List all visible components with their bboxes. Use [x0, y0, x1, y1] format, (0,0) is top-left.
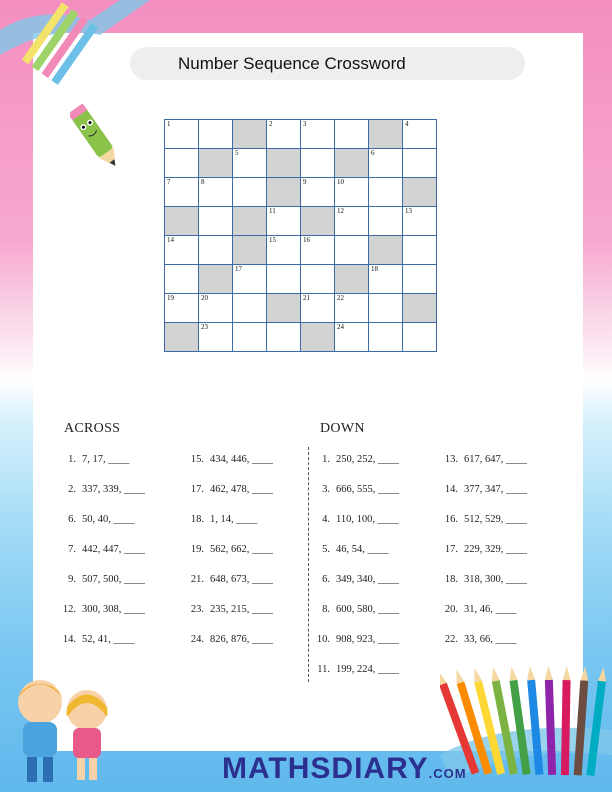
cell-number: 11	[269, 207, 276, 215]
clue-item	[186, 484, 273, 495]
clue-item	[58, 454, 129, 465]
clue-item	[186, 454, 273, 465]
grid-cell[interactable]	[301, 236, 335, 265]
grid-cell-shaded	[199, 265, 233, 294]
grid-cell[interactable]	[369, 265, 403, 294]
grid-cell[interactable]	[369, 323, 403, 352]
clue-number: 22.	[444, 634, 458, 645]
clue-item	[312, 664, 399, 675]
cell-number: 6	[371, 149, 375, 157]
clue-item	[440, 484, 527, 495]
clue-text: 318, 300, ____	[464, 574, 527, 585]
clue-number: 18.	[444, 574, 458, 585]
grid-cell[interactable]	[267, 120, 301, 149]
clue-number: 1.	[322, 454, 330, 465]
cell-number: 21	[303, 294, 310, 302]
clue-item	[440, 454, 527, 465]
clue-text: 617, 647, ____	[464, 454, 527, 465]
brand-name: MATHSDIARY	[222, 752, 429, 785]
kids-illustration	[5, 672, 130, 787]
across-heading: ACROSS	[64, 421, 121, 436]
grid-cell[interactable]	[233, 265, 267, 294]
cell-number: 1	[167, 120, 171, 128]
grid-cell[interactable]	[301, 178, 335, 207]
grid-cell[interactable]	[403, 265, 437, 294]
column-divider	[308, 447, 309, 682]
grid-cell[interactable]	[267, 236, 301, 265]
grid-cell-shaded	[335, 265, 369, 294]
grid-cell[interactable]	[369, 178, 403, 207]
grid-cell-shaded	[403, 294, 437, 323]
clue-number: 1.	[68, 454, 76, 465]
grid-cell-shaded	[233, 207, 267, 236]
brand-domain: .COM	[428, 766, 467, 781]
clue-item	[58, 484, 145, 495]
clue-item	[312, 514, 399, 525]
clue-item	[312, 454, 399, 465]
clue-item	[58, 574, 145, 585]
title-bar	[130, 47, 525, 80]
grid-cell[interactable]	[335, 294, 369, 323]
clue-text: 826, 876, ____	[210, 634, 273, 645]
grid-cell[interactable]	[301, 120, 335, 149]
clue-item	[186, 634, 273, 645]
cell-number: 14	[167, 236, 174, 244]
grid-cell[interactable]	[335, 207, 369, 236]
crayons-top-left-icon	[0, 0, 150, 95]
grid-cell-shaded	[165, 323, 199, 352]
footer-brand	[222, 752, 467, 786]
grid-cell[interactable]	[199, 207, 233, 236]
clue-text: 337, 339, ____	[82, 484, 145, 495]
clue-number: 24.	[190, 634, 204, 645]
grid-row	[165, 236, 437, 265]
pencil-mascot-icon	[70, 100, 125, 175]
clue-number: 6.	[68, 514, 76, 525]
clue-item	[312, 574, 399, 585]
clue-number: 13.	[444, 454, 458, 465]
grid-cell[interactable]	[403, 149, 437, 178]
grid-cell-shaded	[165, 207, 199, 236]
grid-cell[interactable]	[199, 120, 233, 149]
grid-cell[interactable]	[233, 178, 267, 207]
clue-text: 52, 41, ____	[82, 634, 135, 645]
clue-number: 10.	[316, 634, 330, 645]
grid-cell[interactable]	[301, 265, 335, 294]
grid-row	[165, 178, 437, 207]
clue-text: 50, 40, ____	[82, 514, 135, 525]
cell-number: 19	[167, 294, 174, 302]
clue-text: 46, 54, ____	[336, 544, 389, 555]
clue-text: 33, 66, ____	[464, 634, 517, 645]
clue-number: 12.	[62, 604, 76, 615]
clue-item	[440, 574, 527, 585]
clue-item	[312, 604, 399, 615]
grid-cell[interactable]	[369, 207, 403, 236]
grid-cell-shaded	[267, 149, 301, 178]
clue-text: 507, 500, ____	[82, 574, 145, 585]
grid-cell[interactable]	[199, 236, 233, 265]
clue-number: 14.	[62, 634, 76, 645]
clue-item	[312, 484, 399, 495]
cell-number: 16	[303, 236, 310, 244]
clue-item	[440, 634, 517, 645]
cell-number: 9	[303, 178, 307, 186]
clue-number: 7.	[68, 544, 76, 555]
cell-number: 13	[405, 207, 412, 215]
cell-number: 5	[235, 149, 239, 157]
down-heading: DOWN	[320, 421, 365, 436]
grid-cell[interactable]	[199, 323, 233, 352]
clue-text: 666, 555, ____	[336, 484, 399, 495]
clue-number: 23.	[190, 604, 204, 615]
clue-number: 8.	[322, 604, 330, 615]
clue-text: 235, 215, ____	[210, 604, 273, 615]
clue-number: 11.	[317, 664, 330, 675]
grid-cell-shaded	[267, 294, 301, 323]
cell-number: 12	[337, 207, 344, 215]
clue-text: 377, 347, ____	[464, 484, 527, 495]
grid-cell[interactable]	[233, 294, 267, 323]
grid-cell[interactable]	[335, 178, 369, 207]
cell-number: 2	[269, 120, 273, 128]
clue-text: 199, 224, ____	[336, 664, 399, 675]
grid-cell-shaded	[369, 120, 403, 149]
grid-cell-shaded	[233, 236, 267, 265]
grid-cell[interactable]	[199, 178, 233, 207]
clue-item	[186, 514, 257, 525]
clue-text: 462, 478, ____	[210, 484, 273, 495]
cell-number: 24	[337, 323, 344, 331]
clue-item	[186, 544, 273, 555]
grid-cell-shaded	[267, 178, 301, 207]
cell-number: 4	[405, 120, 409, 128]
grid-cell[interactable]	[301, 149, 335, 178]
cell-number: 22	[337, 294, 344, 302]
clue-number: 9.	[68, 574, 76, 585]
clue-number: 2.	[68, 484, 76, 495]
grid-cell[interactable]	[267, 323, 301, 352]
clue-text: 349, 340, ____	[336, 574, 399, 585]
grid-cell[interactable]	[165, 120, 199, 149]
clue-number: 19.	[190, 544, 204, 555]
clue-text: 434, 446, ____	[210, 454, 273, 465]
clue-text: 1, 14, ____	[210, 514, 258, 525]
grid-cell[interactable]	[165, 178, 199, 207]
grid-cell[interactable]	[301, 294, 335, 323]
grid-cell[interactable]	[403, 323, 437, 352]
clue-text: 110, 100, ____	[336, 514, 399, 525]
grid-cell[interactable]	[165, 265, 199, 294]
grid-cell-shaded	[233, 120, 267, 149]
clue-text: 648, 673, ____	[210, 574, 273, 585]
clue-text: 600, 580, ____	[336, 604, 399, 615]
grid-cell[interactable]	[165, 294, 199, 323]
grid-row	[165, 323, 437, 352]
grid-cell[interactable]	[335, 323, 369, 352]
clue-text: 7, 17, ____	[82, 454, 130, 465]
clue-text: 442, 447, ____	[82, 544, 145, 555]
clue-number: 16.	[444, 514, 458, 525]
grid-cell[interactable]	[335, 120, 369, 149]
cell-number: 15	[269, 236, 276, 244]
grid-cell[interactable]	[335, 236, 369, 265]
grid-cell[interactable]	[199, 294, 233, 323]
grid-cell[interactable]	[267, 207, 301, 236]
clue-number: 21.	[190, 574, 204, 585]
grid-cell-shaded	[301, 207, 335, 236]
grid-cell[interactable]	[369, 294, 403, 323]
cell-number: 7	[167, 178, 171, 186]
grid-cell[interactable]	[403, 120, 437, 149]
grid-row	[165, 207, 437, 236]
clue-number: 5.	[322, 544, 330, 555]
cell-number: 8	[201, 178, 205, 186]
page-title: Number Sequence Crossword	[178, 54, 406, 73]
clue-text: 31, 46, ____	[464, 604, 517, 615]
grid-row	[165, 265, 437, 294]
clue-number: 14.	[444, 484, 458, 495]
clue-item	[58, 634, 135, 645]
clue-item	[186, 574, 273, 585]
clue-number: 17.	[190, 484, 204, 495]
cell-number: 10	[337, 178, 344, 186]
grid-row	[165, 294, 437, 323]
grid-row	[165, 149, 437, 178]
grid-cell-shaded	[369, 236, 403, 265]
grid-cell[interactable]	[403, 207, 437, 236]
clue-number: 18.	[190, 514, 204, 525]
clue-number: 17.	[444, 544, 458, 555]
clue-item	[440, 544, 527, 555]
grid-cell[interactable]	[165, 149, 199, 178]
grid-cell[interactable]	[165, 236, 199, 265]
grid-cell-shaded	[403, 178, 437, 207]
clue-text: 300, 308, ____	[82, 604, 145, 615]
clue-text: 562, 662, ____	[210, 544, 273, 555]
grid-cell[interactable]	[233, 323, 267, 352]
grid-cell[interactable]	[267, 265, 301, 294]
grid-cell-shaded	[301, 323, 335, 352]
clue-text: 229, 329, ____	[464, 544, 527, 555]
clue-number: 4.	[322, 514, 330, 525]
clue-text: 250, 252, ____	[336, 454, 399, 465]
cell-number: 18	[371, 265, 378, 273]
cell-number: 23	[201, 323, 208, 331]
clue-number: 3.	[322, 484, 330, 495]
clue-item	[58, 544, 145, 555]
clue-item	[440, 604, 517, 615]
grid-cell[interactable]	[233, 149, 267, 178]
cell-number: 20	[201, 294, 208, 302]
clue-text: 512, 529, ____	[464, 514, 527, 525]
cell-number: 17	[235, 265, 242, 273]
grid-cell[interactable]	[403, 236, 437, 265]
clue-item	[58, 514, 135, 525]
clue-item	[312, 634, 399, 645]
grid-cell[interactable]	[369, 149, 403, 178]
clue-number: 15.	[190, 454, 204, 465]
clue-text: 908, 923, ____	[336, 634, 399, 645]
clue-item	[58, 604, 145, 615]
crossword-grid	[164, 119, 437, 352]
clue-number: 6.	[322, 574, 330, 585]
clue-item	[312, 544, 389, 555]
cell-number: 3	[303, 120, 307, 128]
clue-item	[440, 514, 527, 525]
grid-row	[165, 120, 437, 149]
clue-item	[186, 604, 273, 615]
grid-cell-shaded	[335, 149, 369, 178]
grid-cell-shaded	[199, 149, 233, 178]
clue-number: 20.	[444, 604, 458, 615]
